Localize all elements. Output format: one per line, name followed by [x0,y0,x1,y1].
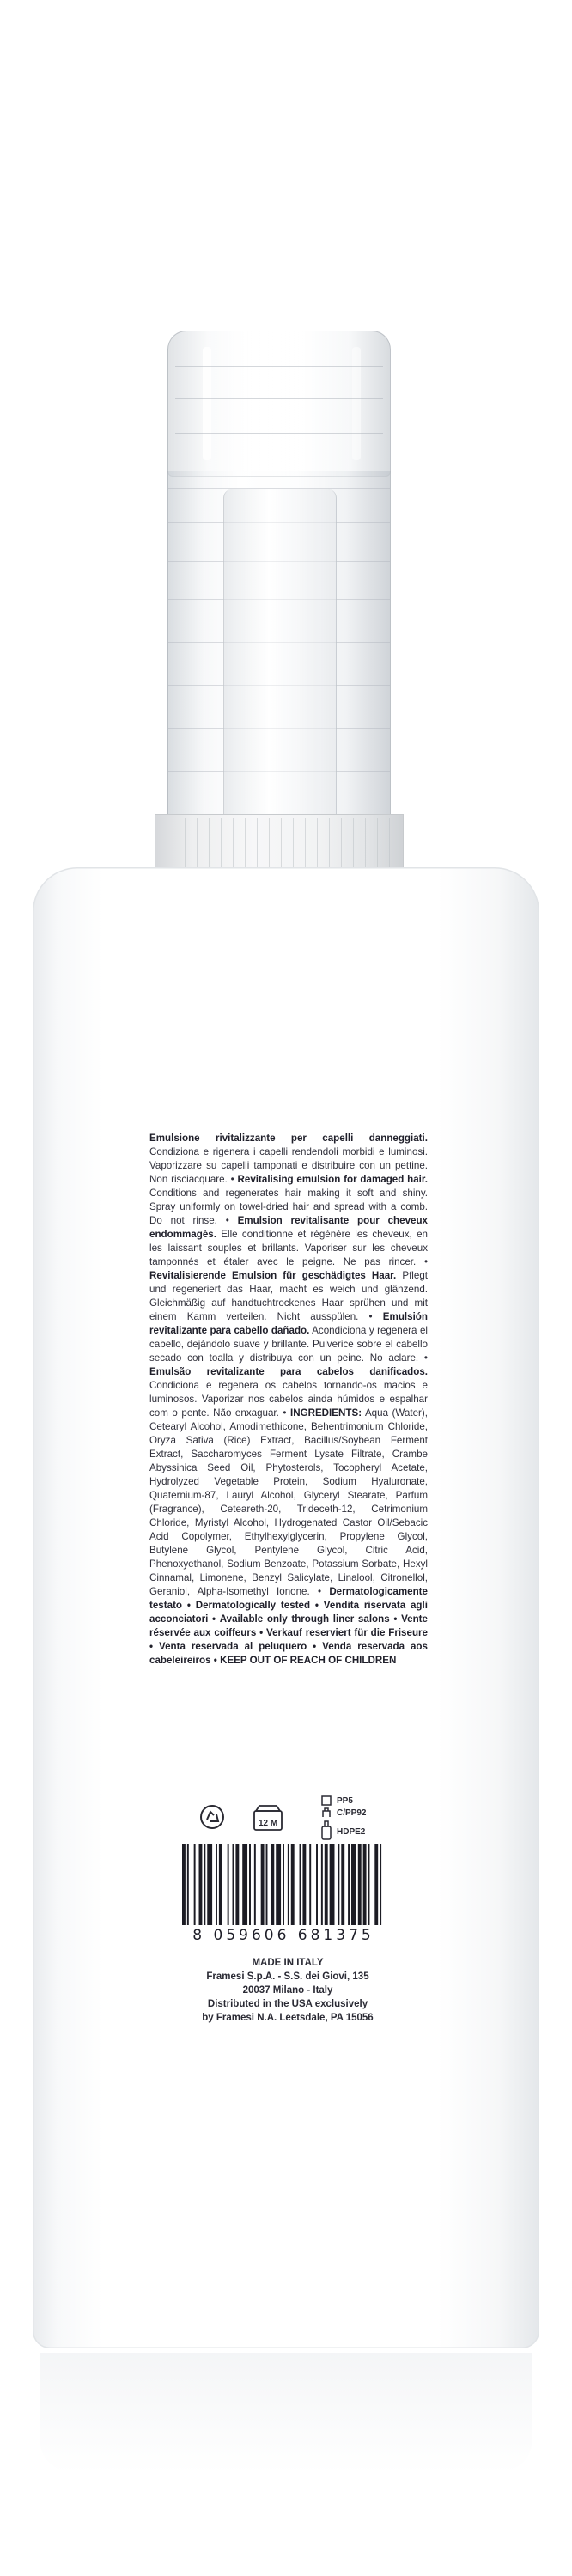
barcode-bars [182,1844,385,1925]
barcode-bar [288,1844,289,1925]
ingredients-list: Aqua (Water), Cetearyl Alcohol, Amodimethicone, Behentrimonium Chloride, Oryza Sativa (Rice) Extract, Bacillus/Soybean Ferment Extract, Saccharomyces Ferment Lysate Filtrate, Crambe Abyssinica Seed Oil, Phytosterols, Tocopheryl Acetate, Hydrolyzed Vegetable Protein, Sodium Hyaluronate, Quaternium-87, Lauryl Alcohol, Glyceryl Stearate, Parfum (Fragrance), Ceteareth-20, Trideceth-12, Cetrimonium Chloride, Myristyl Alcohol, Hydrogenated Castor Oil/Sebacic Acid Copolymer, Ethylhexylglycerin, Propylene Glycol, Butylene Glycol, Pentylene Glycol, Citric Acid, Phenoxyethanol, Sodium Benzoate, Potassium Sorbate, Hexyl Cinnamal, Limonene, Benzyl Salicylate, Linalool, Citronellol, Geraniol, Alpha-Isomethyl Ionone. • [149,1407,428,1597]
barcode-bar [228,1844,229,1925]
cpp92-label: C/PP92 [337,1808,367,1818]
made-in-italy: MADE IN ITALY [252,1958,324,1968]
child-warning: KEEP OUT OF REACH OF CHILDREN [220,1655,397,1666]
barcode-bar [261,1844,265,1925]
barcode-bar [235,1844,239,1925]
french-body: Elle conditionne et régénère les cheveux, en les laissant souples et brillants. Vaporiser sur les cheveux tamponnés et étaler avec le peigne. Ne pas rincer. • [149,1229,428,1267]
barcode-bar [254,1844,256,1925]
barcode-bar [374,1844,378,1925]
italian-title: Emulsione rivitalizzante per capelli danneggiati. [149,1133,428,1144]
barcode-bar [363,1844,367,1925]
usa-distributor: by Framesi N.A. Leetsdale, PA 15056 [202,2013,374,2023]
barcode-bar [271,1844,274,1925]
pp5-label: PP5 [337,1796,353,1806]
barcode-bar [338,1844,339,1925]
barcode-bar [266,1844,268,1925]
barcode-bar [216,1844,217,1925]
barcode-bar [249,1844,251,1925]
barcode-bar [321,1844,323,1925]
salon-only-de: Verkauf reserviert für die Friseure [266,1627,428,1638]
salon-only-fr: Vente réservée aux coiffeurs [149,1613,428,1638]
salon-only-pt: Venta reservada al peluquero [159,1641,307,1652]
portuguese-title: Emulsão revitalizante para cabelos danificados. [149,1366,428,1377]
bottle-collar [155,814,404,872]
spanish-body: Acondiciona y regenera el cabello, dejándolo suave y brillante. Pulverice sobre el cabello secado con toalla y distribuya con un peine. No aclare. • [149,1325,428,1364]
barcode-bar [187,1844,189,1925]
company-address: Framesi S.p.A. - S.S. dei Giovi, 135 [206,1971,369,1982]
bottle-material-icon [320,1820,332,1840]
hdpe2-label: HDPE2 [337,1827,366,1837]
spray-cap-top [167,331,391,477]
back-label-text: Emulsione rivitalizzante per capelli danneggiati. Condiziona e rigenera i capelli rendendoli morbidi e luminosi. Vaporizzare su capelli tamponati e distribuire con un pettine. Non risciacquare. • Revitalising emulsion for damaged hair. Conditions and regenerates hair making it soft and shiny. Spray uniformly on towel-dried hair and spread with a comb. Do not rinse. • Emulsion revitalisante pour cheveux endommagés. Elle conditionne et régénère les cheveux, en les laissant souples et brillants. Vaporiser sur les cheveux tamponnés et étaler avec le peigne. Ne pas rincer. • Revitalisierende Emulsion für geschädigtes Haar. Pflegt und regeneriert das Haar, macht es weich und glänzend. Gleichmäßig auf handtuchtrockenes Haar sprühen und mit einem Kamm verteilen. Nicht ausspülen. • Emulsión revitalizante para cabello dañado. Acondiciona y regenera el cabello, dejándolo suave y brillante. Pulverice sobre el cabello secado con toalla y distribuya con un peine. No aclare. • Emulsão revitalizante para cabelos danificados. Condiciona e regenera os cabelos tornando-os macios e luminosos. Vaporizar nos cabelos ainda húmidos e espalhar com o pente. Não enxaguar. • INGREDIENTS: Aqua (Water), Cetearyl Alcohol, Amodimethicone, Behentrimonium Chloride, Oryza Sativa (Rice) Extract, Bacillus/Soybean Ferment Extract, Saccharomyces Ferment Lysate Filtrate, Crambe Abyssinica Seed Oil, Phytosterols, Tocopheryl Acetate, Hydrolyzed Vegetable Protein, Sodium Hyaluronate, Quaternium-87, Lauryl Alcohol, Glyceryl Stearate, Parfum (Fragrance), Ceteareth-20, Trideceth-12, Cetrimonium Chloride, Myristyl Alcohol, Hydrogenated Castor Oil/Sebacic Acid Copolymer, Ethylhexylglycerin, Propylene Glycol, Butylene Glycol, Pentylene Glycol, Citric Acid, Phenoxyethanol, Sodium Benzoate, Potassium Sorbate, Hexyl Cinnamal, Limonene, Benzyl Salicylate, Linalool, Citronellol, Geraniol, Alpha-Isomethyl Ionone. • Dermatologicamente testato • Dermatologically tested • Vendita riservata agli acconciatori • Available only through liner salons • Vente réservée aux coiffeurs • Verkauf reserviert für die Friseure • Venta reservada al peluquero • Venda reservada aos cabeleireiros • KEEP OUT OF REACH OF CHILDREN [149,1133,428,1666]
symbols-row [194,1796,435,1840]
english-body: Conditions and regenerates hair making it soft and shiny. Spray uniformly on towel-dried hair and spread with a comb. Do not rinse. • [149,1188,428,1226]
ingredients-title: INGREDIENTS: [289,1407,362,1419]
barcode-bar [207,1844,212,1925]
barcode [170,1844,397,1946]
barcode-bar [291,1844,295,1925]
barcode-bar [325,1844,328,1925]
barcode-bar [316,1844,318,1925]
french-title: Emulsion revitalisante pour cheveux endommagés. [149,1215,428,1240]
barcode-bar [309,1844,311,1925]
italian-body: Condiziona e rigenera i capelli rendendoli morbidi e luminosi. Vaporizzare su capelli tamponati e distribuire con un pettine. Non risciacquare. • [149,1146,428,1185]
barcode-bar [242,1844,247,1925]
barcode-bar [330,1844,335,1925]
barcode-number: 8 059606 681375 [192,1927,374,1944]
barcode-bar [341,1844,344,1925]
barcode-bar [233,1844,234,1925]
barcode-bar [302,1844,306,1925]
recycle-icon [199,1804,225,1830]
spanish-title: Emulsión revitalizante para cabello dañado. [149,1311,428,1336]
german-body: Pflegt und regeneriert das Haar, macht es weich und glänzend. Gleichmäßig auf handtuchtrockenes Haar sprühen und mit einem Kamm verteilen. Nicht ausspülen. • [149,1270,428,1322]
barcode-bar [283,1844,284,1925]
usa-distribution: Distributed in the USA exclusively [207,1999,368,2009]
derm-tested-it: Dermatologicamente testato [149,1586,428,1611]
barcode-bar [351,1844,356,1925]
bottle-reflection [40,2353,532,2473]
barcode-bar [182,1844,186,1925]
barcode-bar [194,1844,196,1925]
english-title: Revitalising emulsion for damaged hair. [237,1174,428,1185]
manufacturer-info [163,1956,412,2025]
barcode-bar [199,1844,203,1925]
barcode-bar [368,1844,369,1925]
spray-pump-nozzle [223,489,337,816]
derm-tested-en: Dermatologically tested [195,1600,311,1611]
cap-material-icon [321,1795,332,1806]
salon-only-en: Available only through liner salons [219,1613,390,1625]
barcode-bar [358,1844,362,1925]
barcode-bar [276,1844,281,1925]
barcode-bar [204,1844,205,1925]
barcode-bar [348,1844,350,1925]
german-title: Revitalisierende Emulsion für geschädigtes Haar. [149,1270,397,1281]
salon-only-it: Vendita riservata agli acconciatori [149,1600,428,1625]
portuguese-body: Condiciona e regenera os cabelos tornando-os macios e luminosos. Vaporizar nos cabelos ainda húmidos e espalhar com o pente. Não enxaguar. • [149,1380,428,1419]
salon-only-es: Venda reservada aos cabeleireiros [149,1641,428,1666]
company-city: 20037 Milano - Italy [242,1985,333,1996]
barcode-bar [380,1844,381,1925]
pao-label: 12 M [259,1819,278,1828]
barcode-bar [300,1844,301,1925]
pump-material-icon [320,1807,332,1818]
barcode-bar [219,1844,222,1925]
